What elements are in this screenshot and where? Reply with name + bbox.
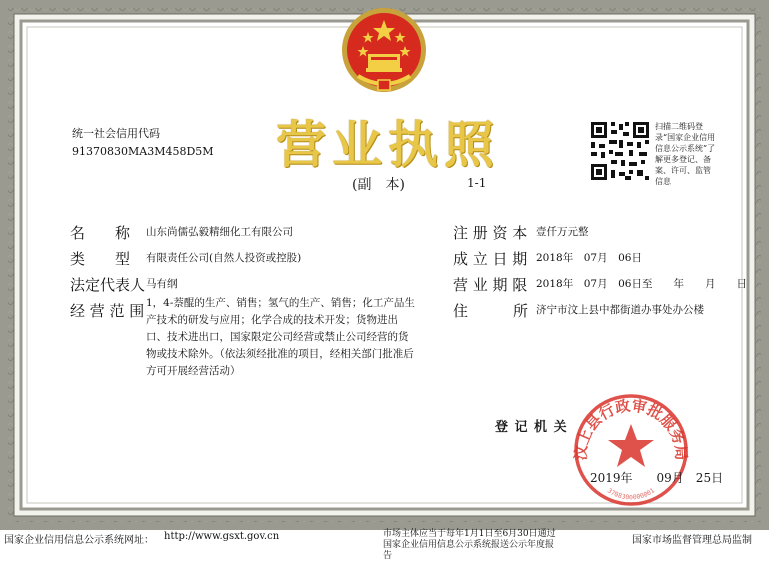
authority-label: 登 记 机 关 [495, 420, 568, 435]
credit-code: 91370830MA3M458D5M [72, 145, 214, 158]
company-type: 有限责任公司(自然人投资或控股) [146, 252, 302, 264]
legal-rep-label: 法定代表人 [70, 276, 146, 294]
svg-text:3708300000001 [606, 486, 656, 501]
seal-number: 3708300000001 [605, 486, 657, 502]
star-icon [608, 424, 654, 467]
national-emblem-icon [338, 6, 430, 94]
address-label: 住 所 [453, 302, 529, 320]
license-title: 营业执照 [276, 115, 500, 174]
established-label: 成 立 日 期 [453, 250, 528, 268]
established-date: 2018年 07月 06日 [536, 252, 642, 264]
business-scope: 1，4-萘醌的生产、销售；氢气的生产、销售；化工产品生产技术的研发与应用；化学合成的技术开发；货物进出口、技术进出口，国家限定公司经营或禁止公司经营的货物或技术除外。（依法须经批准的项目，经相关部门批准后方可开展经营活动） [146, 297, 415, 377]
footer-notice: 市场主体应当于每年1月1日至6月30日通过国家企业信用信息公示系统报送公示年度报告 [383, 529, 556, 561]
company-name: 山东尚儒弘毅精细化工有限公司 [146, 226, 293, 238]
seal-text: 汶上县行政审批服务局 [571, 396, 691, 461]
credit-code-label: 统一社会信用代码 [72, 127, 160, 140]
footer-issuer: 国家市场监督管理总局监制 [632, 535, 752, 546]
name-label: 名 称 [70, 224, 131, 242]
business-term: 2018年 07月 06日至 年 月 日 [536, 278, 747, 290]
address: 济宁市汶上县中都街道办事处办公楼 [536, 304, 704, 316]
footer-url[interactable]: http://www.gsxt.gov.cn [164, 531, 280, 542]
legal-rep: 马有纲 [146, 278, 178, 290]
copy-label: (副 本) [352, 177, 405, 193]
term-label: 营 业 期 限 [453, 276, 528, 294]
registered-capital: 壹仟万元整 [536, 226, 589, 238]
qr-instructions: 扫描二维码登录“国家企业信用信息公示系统”了解更多登记、备案、许可、监管信息 [655, 122, 716, 186]
copy-number: 1-1 [467, 176, 487, 190]
registration-date: 2019年 09月 25日 [590, 471, 724, 485]
capital-label: 注 册 资 本 [453, 224, 528, 242]
footer-system-label: 国家企业信用信息公示系统网址： [4, 535, 154, 546]
type-label: 类 型 [70, 250, 131, 268]
scope-label: 经 营 范 围 [70, 302, 145, 320]
official-seal-icon [568, 390, 694, 508]
qr-code-icon [589, 120, 651, 182]
